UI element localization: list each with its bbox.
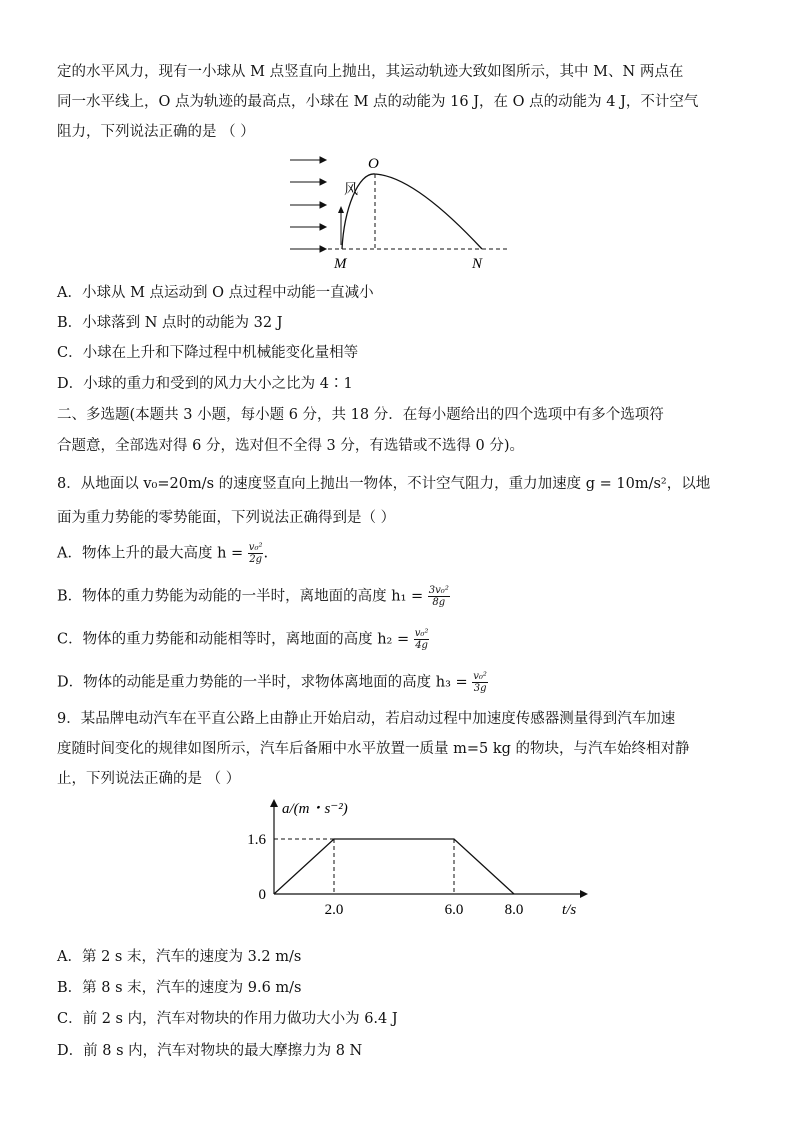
q9-option-b: B．第 8 s 末，汽车的速度为 9.6 m/s: [57, 980, 302, 996]
q7-option-d: D．小球的重力和受到的风力大小之比为 4∶1: [57, 376, 353, 392]
fraction-b: $\frac{\text{3v₀²}}{8g}$: [428, 585, 449, 608]
q9-option-a: A．第 2 s 末，汽车的速度为 3.2 m/s: [57, 949, 302, 965]
fraction-a: $\frac{\text{v₀²}}{2g}$: [248, 542, 263, 565]
label-M: M: [334, 256, 347, 272]
q8-line-2: 面为重力势能的零势能面，下列说法正确得到是（ ）: [57, 510, 396, 526]
origin-label: 0: [258, 887, 266, 903]
section2-line-2: 合题意，全部选对得 6 分，选对但不全得 3 分，有选错或不选得 0 分)。: [57, 438, 524, 454]
q8-option-c: C．物体的重力势能和动能相等时，离地面的高度 h₂ = $\frac{\text{v₀²}}{4g}$: [57, 628, 429, 651]
section2-line-1: 二、多选题(本题共 3 小题，每小题 6 分，共 18 分．在每小题给出的四个选项中有多个选项符: [57, 407, 664, 423]
q9-line-3: 止，下列说法正确的是 （ ）: [57, 771, 241, 787]
q8-option-b: B．物体的重力势能为动能的一半时，离地面的高度 h₁ = $\frac{\text{3v₀²}}{8g}$: [57, 585, 449, 608]
y-tick-label: 1.6: [247, 832, 266, 848]
trajectory-figure: [280, 150, 520, 275]
series-line: [274, 839, 514, 894]
q7-line-3: 阻力，下列说法正确的是 （ ）: [57, 124, 255, 140]
label-wind: 风: [344, 183, 358, 198]
acceleration-time-chart: [240, 795, 600, 935]
q9-line-2: 度随时间变化的规律如图所示，汽车后备厢中水平放置一质量 m=5 kg 的物块，与汽车始终相对静: [57, 741, 690, 757]
q9-option-d: D．前 8 s 内，汽车对物块的最大摩擦力为 8 N: [57, 1043, 363, 1059]
fraction-c: $\frac{\text{v₀²}}{4g}$: [414, 628, 429, 651]
y-axis-arrow: [270, 799, 278, 807]
x-axis-label: t/s: [562, 902, 577, 918]
q9-line-1: 9．某品牌电动汽车在平直公路上由静止开始启动，若启动过程中加速度传感器测量得到汽车加速: [57, 711, 676, 727]
y-axis-label: a/(m・s⁻²): [282, 801, 348, 817]
q7-option-b: B．小球落到 N 点时的动能为 32 J: [57, 315, 283, 331]
q7-line-2: 同一水平线上，O 点为轨迹的最高点，小球在 M 点的动能为 16 J，在 O 点的动能为 4 J，不计空气: [57, 94, 699, 110]
x-tick-label: 2.0: [324, 902, 344, 918]
label-O: O: [368, 156, 379, 172]
x-tick-label: 6.0: [444, 902, 464, 918]
wind-arrows: [290, 157, 326, 252]
q7-option-a: A．小球从 M 点运动到 O 点过程中动能一直减小: [57, 285, 374, 301]
label-N: N: [472, 256, 483, 272]
q7-line-1: 定的水平风力，现有一小球从 M 点竖直向上抛出，其运动轨迹大致如图所示，其中 M、N 两点在: [57, 64, 684, 80]
trajectory-curve: [342, 174, 482, 249]
q8-line-1: 8．从地面以 v₀=20m/s 的速度竖直向上抛出一物体，不计空气阻力，重力加速度 g = 10m/s²，以地: [57, 476, 711, 492]
q8-option-a: A．物体上升的最大高度 h = $\frac{\text{v₀²}}{2g}$ .: [57, 542, 269, 565]
fraction-d: $\frac{\text{v₀²}}{3g}$: [473, 671, 487, 694]
q8-option-d: D．物体的动能是重力势能的一半时，求物体离地面的高度 h₃ = $\frac{\text{v₀²}}{3g}$: [57, 671, 487, 694]
q9-option-c: C．前 2 s 内，汽车对物块的作用力做功大小为 6.4 J: [57, 1011, 398, 1027]
q7-option-c: C．小球在上升和下降过程中机械能变化量相等: [57, 345, 359, 361]
x-tick-label: 8.0: [504, 902, 524, 918]
x-axis-arrow: [580, 890, 588, 898]
